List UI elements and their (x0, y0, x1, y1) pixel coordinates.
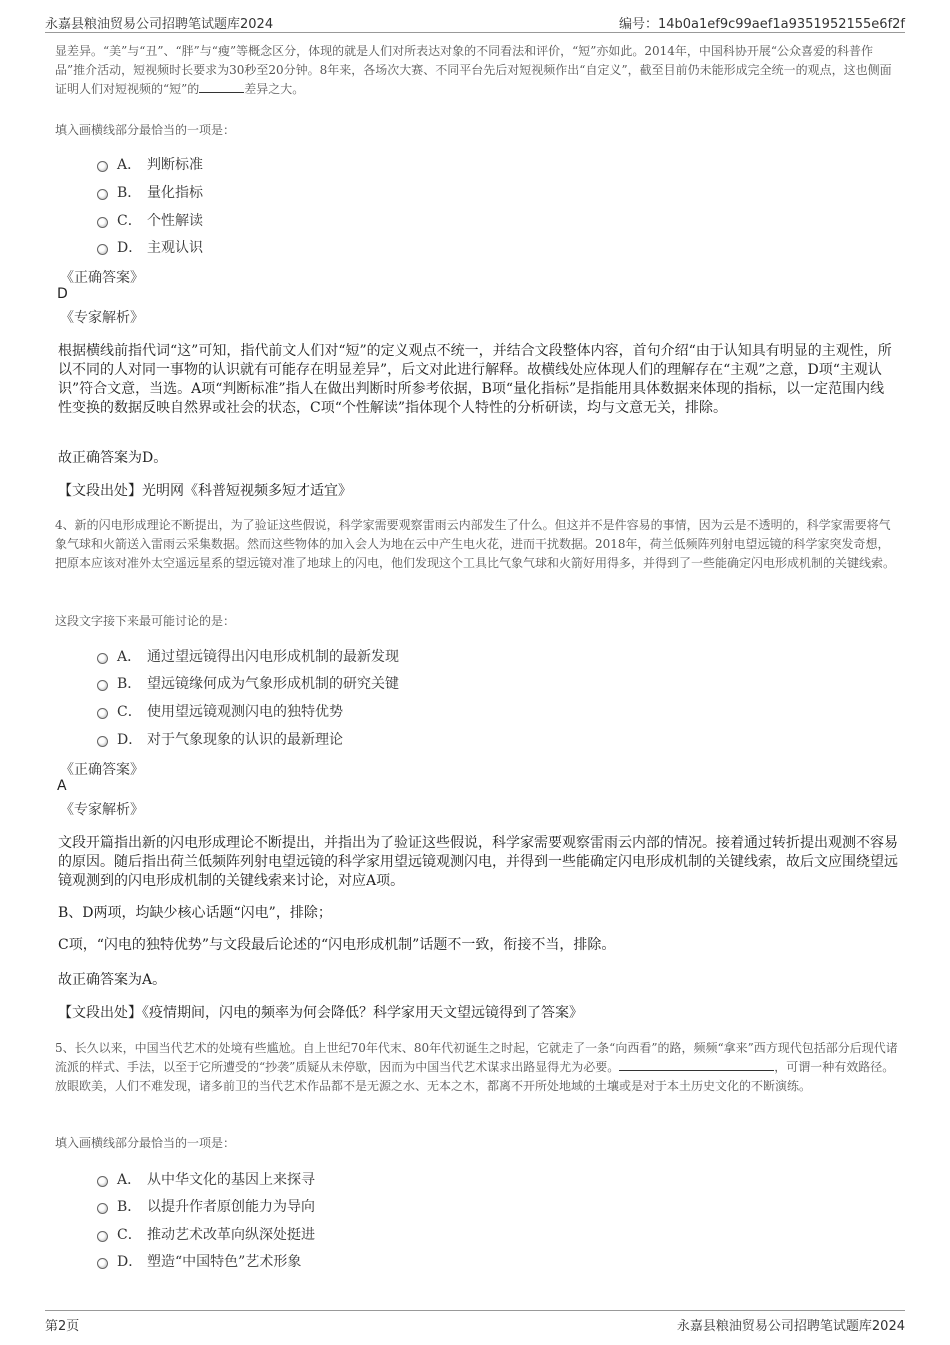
q4-analysis: 文段开篇指出新的闪电形成理论不断提出，并指出为了验证这些假说，科学家需要观察雷雨云内部的情况。接着通过转折提出观测不容易的原因。随后指出荷兰低频阵列射电望远镜的科学家用望远镜观测闪电，并得到一些能确定闪电形成机制的关键线索，故后文应围绕望远镜观测到的闪电形成机制的关键线索来讨论，对应A项。 (58, 835, 898, 889)
q3-option-b-key: B． (117, 185, 142, 201)
q5-option-a-key: A． (117, 1172, 142, 1188)
q3-option-b-text: 量化指标 (147, 185, 203, 201)
radio-icon[interactable] (97, 1231, 108, 1242)
q3-option-a-key: A． (117, 157, 142, 173)
q3-answer: D (57, 286, 68, 302)
radio-icon[interactable] (97, 1258, 108, 1269)
q4-option-b-key: B． (117, 676, 142, 692)
header-code-label: 编号： (618, 17, 658, 32)
header-code (619, 13, 905, 32)
q5-option-c-key: C． (117, 1227, 142, 1243)
q3-passage-b: 差异之大。 (244, 82, 305, 96)
footer-title: 永嘉县粮油贸易公司招聘笔试题库2024 (676, 1319, 905, 1334)
q5-option-d-key: D． (117, 1254, 143, 1270)
q5-option-d[interactable] (97, 1251, 301, 1271)
radio-icon[interactable] (97, 1203, 108, 1214)
q3-option-c-text: 个性解读 (147, 213, 203, 229)
q3-option-d-text: 主观认识 (147, 240, 203, 256)
page-number: 第2页 (45, 1319, 80, 1334)
q3-option-c[interactable] (97, 210, 203, 230)
q4-passage: 4、新的闪电形成理论不断提出，为了验证这些假说，科学家需要观察雷雨云内部发生了什么。但这并不是件容易的事情，因为云是不透明的，科学家需要将气象气球和火箭送入雷雨云采集数据。然而这些物体的加入会人为地在云中产生电火花，进而干扰数据。2018年，荷兰低频阵列射电望远镜的科学家突发奇想，把原本应该对准外太空遥远星系的望远镜对准了地球上的闪电，他们发现这个工具比气象气球和火箭好用得多，并得到了一些能确定闪电形成机制的关键线索。 (55, 518, 896, 570)
q4-option-c-text: 使用望远镜观测闪电的独特优势 (147, 704, 343, 720)
q4-option-a[interactable] (97, 646, 399, 666)
q5-prompt: 填入画横线部分最恰当的一项是： (55, 1136, 236, 1150)
q5-passage-a: 5、长久以来，中国当代艺术的处境有些尴尬。自上世纪70年代末、80年代初诞生之时起，它就走了一条“向西看”的路，频频“拿来”西方现代包括部分后现代诸流派的样式、手法，以至于它所遭受的“抄袭”质疑从未停歇，因而为中国当代艺术谋求出路显得尤为必要。 (55, 1041, 898, 1074)
radio-icon[interactable] (97, 189, 108, 200)
radio-icon[interactable] (97, 653, 108, 664)
q3-passage (55, 42, 900, 99)
q4-answer: A (57, 778, 67, 794)
q3-option-d-key: D． (117, 240, 143, 256)
q4-line-c: C项，“闪电的独特优势”与文段最后论述的“闪电形成机制”话题不一致，衔接不当，排除。 (58, 937, 616, 953)
q4-option-d-text: 对于气象现象的认识的最新理论 (147, 732, 343, 748)
q3-answer-label: 《正确答案》 (60, 270, 144, 286)
q3-option-a-text: 判断标准 (147, 157, 203, 173)
radio-icon[interactable] (97, 708, 108, 719)
q4-source: 【文段出处】《疫情期间，闪电的频率为何会降低？科学家用天文望远镜得到了答案》 (58, 1005, 583, 1021)
q3-option-b[interactable] (97, 182, 203, 202)
q4-prompt: 这段文字接下来最可能讨论的是： (55, 614, 236, 628)
q4-option-d-key: D． (117, 732, 143, 748)
q5-option-b-key: B． (117, 1199, 142, 1215)
q4-answer-label: 《正确答案》 (60, 762, 144, 778)
page-footer (45, 1310, 905, 1335)
q3-analysis-label: 《专家解析》 (60, 310, 144, 326)
q5-option-c[interactable] (97, 1224, 315, 1244)
q3-conclusion: 故正确答案为D。 (58, 450, 168, 466)
q5-option-b-text: 以提升作者原创能力为导向 (147, 1199, 315, 1215)
q5-blank (619, 1058, 774, 1071)
q4-option-c[interactable] (97, 701, 343, 721)
q3-source: 【文段出处】光明网《科普短视频多短才适宜》 (58, 483, 352, 499)
q4-option-b-text: 望远镜缘何成为气象形成机制的研究关键 (147, 676, 399, 692)
q4-line-bd: B、D两项，均缺少核心话题“闪电”，排除； (58, 905, 332, 921)
radio-icon[interactable] (97, 217, 108, 228)
radio-icon[interactable] (97, 244, 108, 255)
q4-option-d[interactable] (97, 729, 343, 749)
q4-option-c-key: C． (117, 704, 142, 720)
q5-passage (55, 1039, 900, 1096)
q5-option-d-text: 塑造“中国特色”艺术形象 (147, 1254, 302, 1270)
header-title: 永嘉县粮油贸易公司招聘笔试题库2024 (45, 17, 274, 32)
page-header (45, 10, 905, 33)
q4-conclusion: 故正确答案为A。 (58, 972, 167, 988)
q4-analysis-label: 《专家解析》 (60, 802, 144, 818)
q5-option-a-text: 从中华文化的基因上来探寻 (147, 1172, 315, 1188)
q3-option-c-key: C． (117, 213, 142, 229)
q3-prompt: 填入画横线部分最恰当的一项是： (55, 123, 236, 137)
q4-option-a-key: A． (117, 649, 142, 665)
q3-option-a[interactable] (97, 154, 203, 174)
q5-option-c-text: 推动艺术改革向纵深处挺进 (147, 1227, 315, 1243)
q5-passage-b: ，可谓一种有效路径。放眼欧美，人们不难发现，诸多前卫的当代艺术作品都不是无源之水、无本之木，都离不开所处地域的土壤或是对于本土历史文化的不断演练。 (55, 1060, 895, 1093)
radio-icon[interactable] (97, 161, 108, 172)
q3-option-d[interactable] (97, 237, 203, 257)
radio-icon[interactable] (97, 736, 108, 747)
q3-blank (199, 80, 244, 93)
q4-option-b[interactable] (97, 673, 399, 693)
radio-icon[interactable] (97, 680, 108, 691)
q4-option-a-text: 通过望远镜得出闪电形成机制的最新发现 (147, 649, 399, 665)
q5-option-b[interactable] (97, 1196, 315, 1216)
radio-icon[interactable] (97, 1176, 108, 1187)
q3-passage-a: 显差异。“美”与“丑”、“胖”与“瘦”等概念区分，体现的就是人们对所表达对象的不同看法和评价，“短”亦如此。2014年，中国科协开展“公众喜爱的科普作品”推介活动，短视频时长要求为30秒至20分钟。8年来，各场次大赛、不同平台先后对短视频作出“自定义”，截至目前仍未能形成完全统一的观点，这也侧面证明人们对短视频的“短”的 (55, 44, 892, 96)
header-code-value: 14b0a1ef9c99aef1a9351952155e6f2f (657, 17, 905, 32)
q3-analysis: 根据横线前指代词“这”可知，指代前文人们对“短”的定义观点不统一，并结合文段整体内容，首句介绍“由于认知具有明显的主观性，所以不同的人对同一事物的认识就有可能存在明显差异”，后文对此进行解释。故横线处应体现人们的理解存在“主观”之意，D项“主观认识”符合文意，当选。A项“判断标准”指人在做出判断时所参考依据，B项“量化指标”是指能用具体数据来体现的指标，以一定范围内线性变换的数据反映自然界或社会的状态，C项“个性解读”指体现个人特性的分析研读，均与文意无关，排除。 (58, 343, 892, 416)
q5-option-a[interactable] (97, 1169, 315, 1189)
